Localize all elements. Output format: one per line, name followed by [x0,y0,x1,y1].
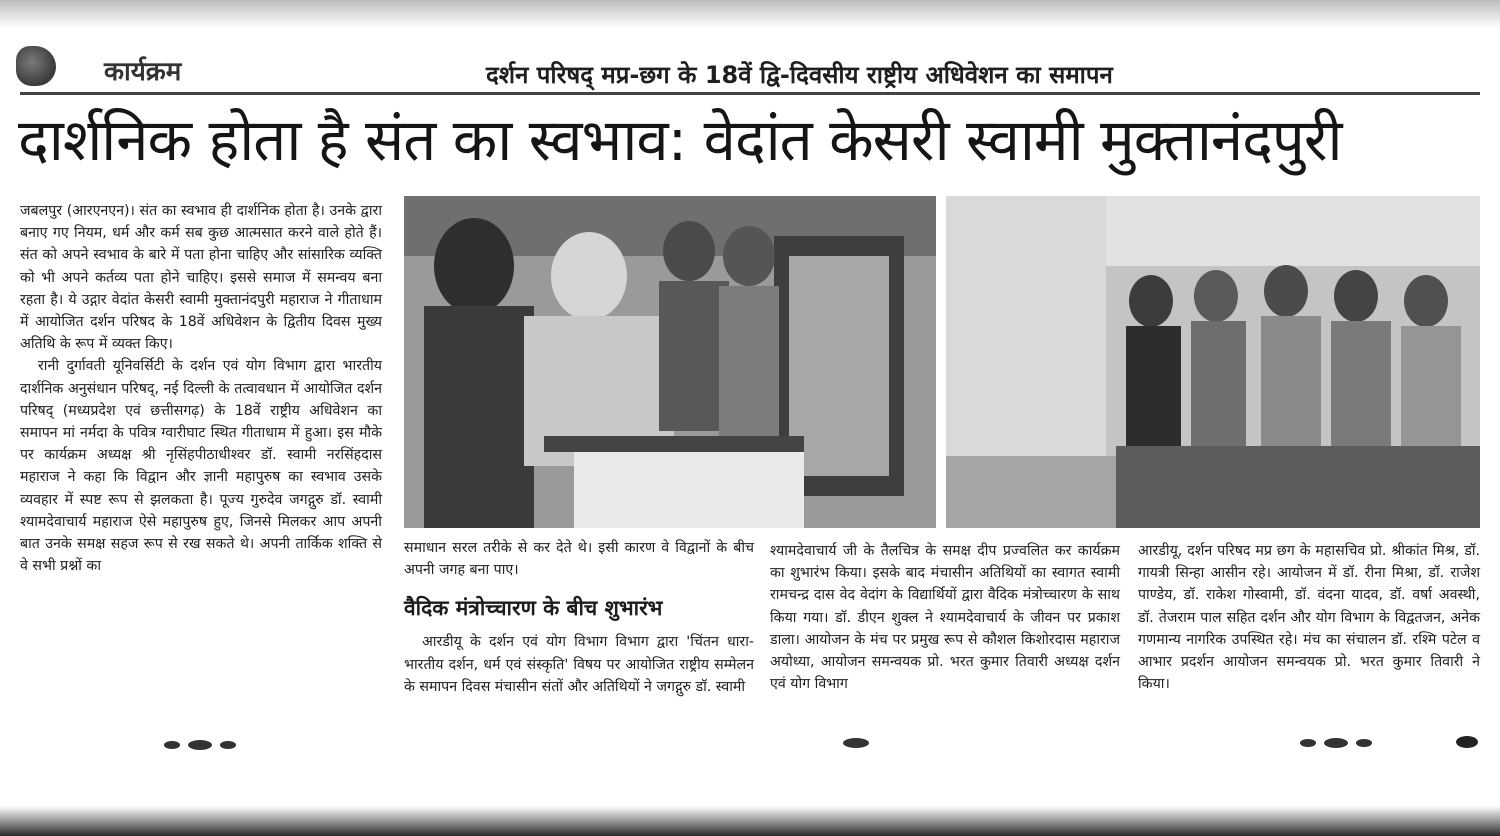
end-ornament-icon [1454,734,1480,750]
article-column-4 [1138,540,1480,695]
ceremony-photo-icon [404,196,936,528]
article-paragraph: जबलपुर (आरएनएन)। संत का स्वभाव ही दार्शनिक होता है। उनके द्वारा बनाए गए नियम, धर्म और कर्म सब कुछ आत्मसात करने वाले होते हैं। संत को अपने स्वभाव के बारे में पता होना चाहिए और सांसारिक व्यक्ति को भी अपने कर्तव्य पता होने चाहिए। इससे समाज में समन्वय बना रहता है। ये उद्गार वेदांत केसरी स्वामी मुक्तानंदपुरी महाराज ने गीताधाम में आयोजित दर्शन परिषद के 18वें अधिवेशन के द्वितीय दिवस मुख्य अतिथि के रूप में व्यक्त किए। [20,203,382,353]
article-column-1 [20,200,382,577]
end-ornament-icon [836,736,876,750]
article-paragraph: आरडीयू के दर्शन एवं योग विभाग विभाग द्वारा 'चिंतन धारा-भारतीय दर्शन, धर्म एवं संस्कृति' विषय पर आयोजित राष्ट्रीय सम्मेलन के समापन दिवस मंचासीन संतों और अतिथियों ने जगद्गुरु डॉ. स्वामी [404,634,754,695]
scan-top-edge [0,0,1500,28]
article-paragraph: रानी दुर्गावती यूनिवर्सिटी के दर्शन एवं योग विभाग द्वारा भारतीय दार्शनिक अनुसंधान परिषद्, नई दिल्ली के तत्वावधान में आयोजित दर्शन परिषद् (मध्यप्रदेश एवं छत्तीसगढ़) के 18वें राष्ट्रीय अधिवेशन का समापन मां नर्मदा के पवित्र ग्वारीघाट स्थित गीताधाम में हुआ। इस मौके पर कार्यक्रम अध्यक्ष श्री नृसिंहपीठाधीश्वर डॉ. स्वामी नरसिंहदास महाराज ने कहा कि विद्वान और ज्ञानी महापुरुष का स्वभाव उसके व्यवहार में स्पष्ट रूप से झलकता है। पूज्य गुरुदेव जगद्गुरु डॉ. स्वामी श्यामदेवाचार्य महाराज ऐसे महापुरुष हुए, जिनसे मिलकर आप अपनी बात उनके समक्ष सहज रूप से रख सकते थे। अपनी तार्किक शक्ति से वे सभी प्रश्नों का [20,358,382,575]
header-rule [20,92,1480,95]
article-column-3 [770,540,1120,695]
audience-photo-art [946,196,1480,528]
audience-photo-icon [946,196,1480,528]
article-paragraph: समाधान सरल तरीके से कर देते थे। इसी कारण वे विद्वानों के बीच अपनी जगह बना पाए। [404,540,754,579]
main-headline: दार्शनिक होता है संत का स्वभाव: वेदांत केसरी स्वामी मुक्तानंदपुरी [18,106,1342,174]
article-column-2 [404,537,754,698]
kicker-headline: दर्शन परिषद् मप्र-छग के 18वें द्वि-दिवसीय राष्ट्रीय अधिवेशन का समापन [486,61,1113,89]
article-subhead: वैदिक मंत्रोच्चारण के बीच शुभारंभ [404,596,663,621]
scan-bottom-edge [0,806,1500,836]
section-label: कार्यक्रम [104,57,182,87]
article-paragraph: श्यामदेवाचार्य जी के तैलचित्र के समक्ष दीप प्रज्वलित कर कार्यक्रम का शुभारंभ किया। इसके बाद मंचासीन अतिथियों का स्वागत स्वामी रामचन्द्र दास वेद वेदांग के विद्यार्थियों द्वारा वैदिक मंत्रोच्चारण के साथ किया गया। डॉ. डीएन शुक्ल ने श्यामदेवाचार्य के जीवन पर प्रकाश डाला। आयोजन के मंच पर प्रमुख रूप से कौशल किशोरदास महाराज अयोध्या, आयोजन समन्वयक प्रो. भरत कुमार तिवारी अध्यक्ष दर्शन एवं योग विभाग [770,543,1120,693]
article-paragraph: आरडीयू, दर्शन परिषद मप्र छग के महासचिव प्रो. श्रीकांत मिश्र, डॉ. गायत्री सिन्हा आसीन रहे। आयोजन में डॉ. रीना मिश्रा, डॉ. राजेश पाण्डेय, डॉ. राकेश गोस्वामी, डॉ. वंदना यादव, डॉ. वर्षा अवस्थी, डॉ. तेजराम पाल सहित दर्शन और योग विभाग के विद्वतजन, अनेक गणमान्य नागरिक उपस्थित रहे। मंच का संचालन डॉ. रश्मि पटेल व आभार प्रदर्शन आयोजन समन्वयक प्रो. भरत कुमार तिवारी ने किया। [1138,543,1480,693]
section-badge-icon [16,46,56,86]
end-ornament-icon [160,738,240,752]
end-ornament-icon [1296,736,1376,750]
ceremony-photo-art [404,196,936,528]
